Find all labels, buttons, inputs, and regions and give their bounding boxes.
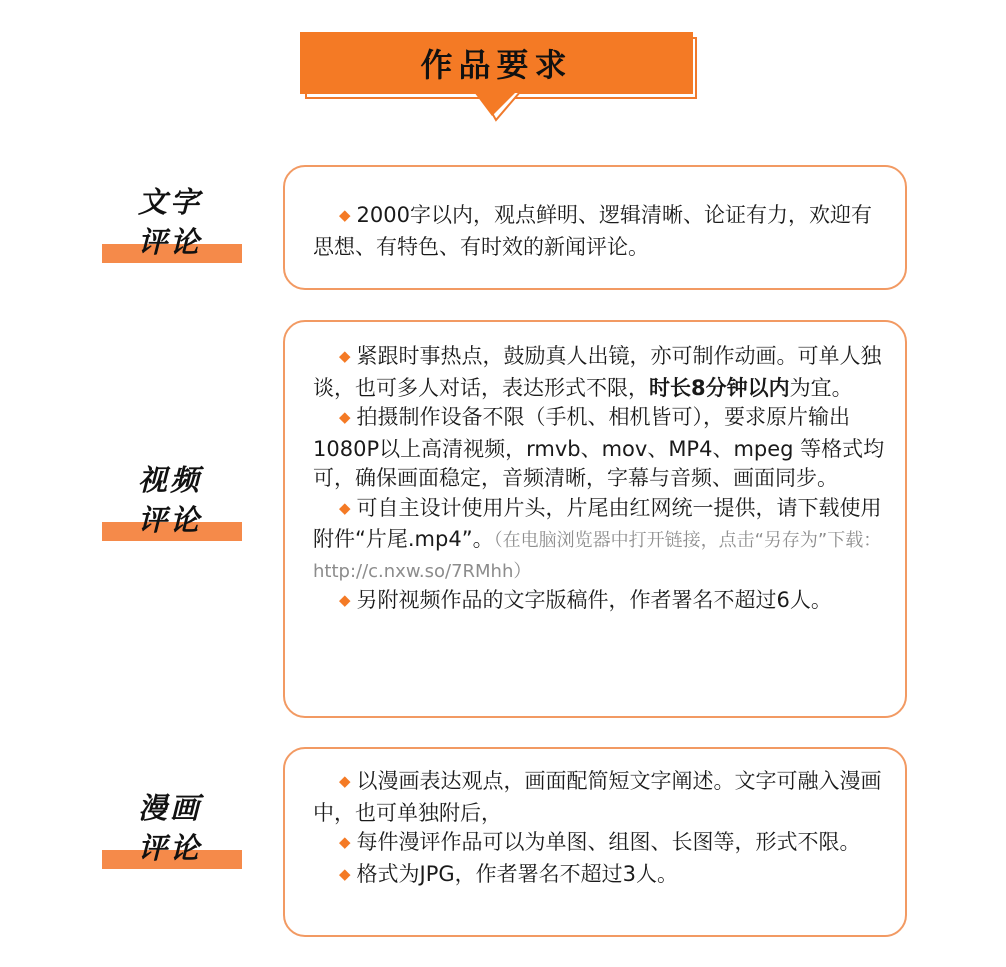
label-line-2: 评论 — [138, 503, 203, 537]
paragraph-text: 可自主设计使用片头，片尾由红网统一提供，请下载使用附件“片尾.mp4”。 — [313, 495, 882, 551]
diamond-bullet-icon: ◆ — [339, 591, 351, 609]
section-label-video — [102, 458, 244, 548]
label-line-1: 视频 — [138, 463, 203, 497]
card-text-review — [283, 165, 907, 290]
diamond-bullet-icon: ◆ — [339, 347, 351, 365]
banner-pointer-icon — [472, 92, 528, 124]
diamond-bullet-icon: ◆ — [339, 833, 351, 851]
paragraph-text: 以漫画表达观点，画面配简短文字阐述。文字可融入漫画中，也可单独附后， — [313, 769, 882, 825]
paragraph — [313, 494, 887, 587]
paragraph — [313, 342, 887, 403]
paragraph-text-end: 为宜。 — [789, 375, 853, 400]
paragraph-text: 拍摄制作设备不限（手机、相机皆可），要求原片输出1080P以上高清视频，rmvb、mov、MP4、mpeg 等格式均可，确保画面稳定，音频清晰，字幕与音频、画面同步。 — [313, 405, 885, 490]
diamond-bullet-icon: ◆ — [339, 408, 351, 426]
paragraph — [313, 860, 887, 892]
download-note: （在电脑浏览器中打开链接，点击“另存为”下载：http://c.nxw.so/7RMhh） — [313, 530, 882, 582]
label-line-2: 评论 — [138, 225, 203, 259]
card-body — [313, 342, 887, 618]
paragraph-text: 格式为JPG，作者署名不超过3人。 — [356, 861, 679, 886]
label-line-2: 评论 — [138, 831, 203, 865]
banner-title: 作品要求 — [420, 46, 573, 84]
card-video-review — [283, 320, 907, 718]
paragraph — [313, 828, 887, 860]
label-line-1: 漫画 — [138, 791, 203, 825]
duration-highlight: 时长8分钟以内 — [649, 375, 790, 400]
label-line-1: 文字 — [138, 185, 203, 219]
diamond-bullet-icon: ◆ — [339, 206, 351, 224]
section-label-comic — [102, 786, 244, 876]
card-comic-review — [283, 747, 907, 937]
paragraph — [313, 403, 887, 494]
paragraph — [313, 586, 887, 618]
diamond-bullet-icon: ◆ — [339, 498, 351, 517]
paragraph-text: 每件漫评作品可以为单图、组图、长图等，形式不限。 — [356, 830, 861, 854]
paragraph — [313, 767, 887, 828]
paragraph-text: 2000字以内，观点鲜明、逻辑清晰、论证有力，欢迎有思想、有特色、有时效的新闻评论。 — [313, 203, 872, 259]
diamond-bullet-icon: ◆ — [339, 772, 351, 790]
card-body — [313, 767, 887, 891]
card-body — [313, 201, 887, 262]
paragraph — [313, 201, 887, 262]
title-banner — [300, 32, 700, 124]
paragraph-text: 紧跟时事热点，鼓励真人出镜，亦可制作动画。可单人独谈，也可多人对话，表达形式不限， — [313, 344, 882, 400]
banner-box — [300, 32, 693, 94]
diamond-bullet-icon: ◆ — [339, 864, 351, 883]
paragraph-text: 另附视频作品的文字版稿件，作者署名不超过6人。 — [356, 588, 832, 612]
section-label-text — [102, 180, 244, 270]
